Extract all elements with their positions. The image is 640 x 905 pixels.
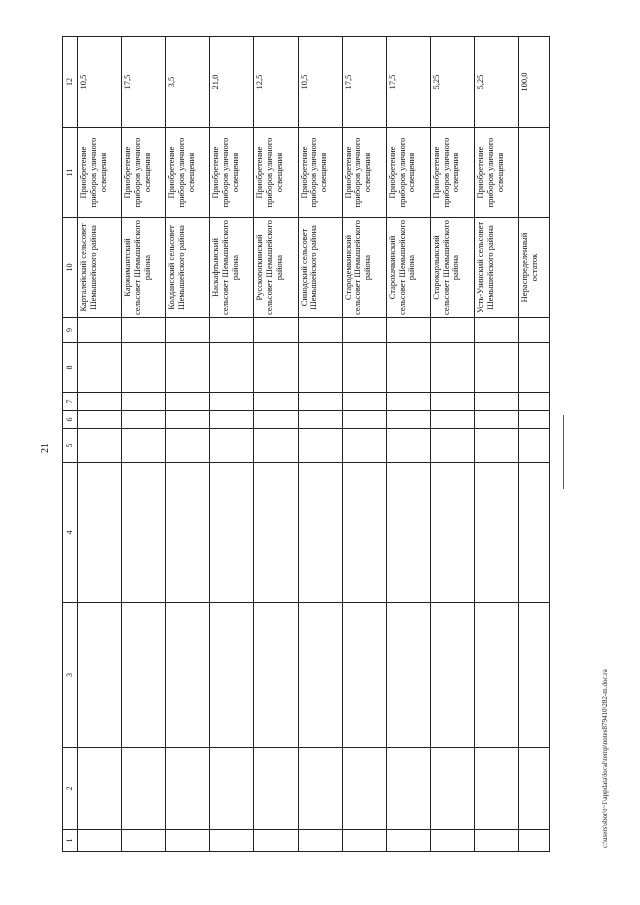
table-row [474, 37, 518, 852]
empty-cell [430, 393, 474, 411]
empty-cell [298, 411, 342, 429]
empty-cell [430, 411, 474, 429]
table-row [210, 37, 254, 852]
empty-cell [474, 429, 518, 463]
empty-cell [474, 603, 518, 748]
empty-cell [342, 411, 386, 429]
empty-cell [210, 603, 254, 748]
purpose-cell: Приобретение приборов уличного освещения [430, 128, 474, 218]
empty-cell [254, 343, 298, 393]
empty-cell [298, 429, 342, 463]
table-row [298, 37, 342, 852]
column-number: 4 [63, 463, 78, 603]
empty-cell [78, 393, 122, 411]
data-table [62, 36, 550, 852]
column-number: 6 [63, 411, 78, 429]
table-row [430, 37, 474, 852]
table-row [122, 37, 166, 852]
column-number: 2 [63, 748, 78, 830]
amount-cell: 17,5 [122, 37, 166, 128]
empty-cell [386, 463, 430, 603]
purpose-cell: Приобретение приборов уличного освещения [210, 128, 254, 218]
recipient-cell: Стародемкинский сельсовет Шемышейского района [342, 218, 386, 318]
empty-cell [342, 343, 386, 393]
column-number: 9 [63, 318, 78, 343]
empty-cell [474, 318, 518, 343]
purpose-cell: Приобретение приборов уличного освещения [122, 128, 166, 218]
empty-cell [386, 830, 430, 852]
purpose-cell: Приобретение приборов уличного освещения [474, 128, 518, 218]
empty-cell [519, 411, 550, 429]
empty-cell [78, 318, 122, 343]
empty-cell [78, 411, 122, 429]
empty-cell [342, 429, 386, 463]
amount-cell: 12,5 [254, 37, 298, 128]
empty-cell [474, 343, 518, 393]
empty-cell [519, 429, 550, 463]
purpose-cell: Приобретение приборов уличного освещения [298, 128, 342, 218]
empty-cell [122, 343, 166, 393]
amount-cell: 17,5 [386, 37, 430, 128]
empty-cell [430, 603, 474, 748]
empty-cell [474, 830, 518, 852]
column-number: 11 [63, 128, 78, 218]
empty-cell [298, 463, 342, 603]
empty-cell [166, 318, 210, 343]
empty-cell [386, 748, 430, 830]
empty-cell [122, 429, 166, 463]
empty-cell [166, 411, 210, 429]
empty-cell [430, 343, 474, 393]
empty-cell [474, 393, 518, 411]
empty-cell [386, 318, 430, 343]
empty-cell [78, 463, 122, 603]
rotated-table-container [62, 37, 550, 852]
table-row [386, 37, 430, 852]
empty-cell [386, 603, 430, 748]
empty-cell [386, 429, 430, 463]
empty-cell [430, 429, 474, 463]
empty-cell [122, 318, 166, 343]
amount-cell: 10,5 [78, 37, 122, 128]
empty-cell [430, 463, 474, 603]
empty-cell [166, 748, 210, 830]
amount-cell: 10,5 [298, 37, 342, 128]
recipient-cell: Карталейский сельсовет Шемышейского района [78, 218, 122, 318]
amount-cell: 3,5 [166, 37, 210, 128]
column-number: 1 [63, 830, 78, 852]
empty-cell [78, 830, 122, 852]
empty-cell [430, 830, 474, 852]
empty-cell [342, 830, 386, 852]
empty-cell [210, 429, 254, 463]
empty-cell [519, 603, 550, 748]
empty-cell [298, 393, 342, 411]
empty-cell [210, 318, 254, 343]
column-number: 10 [63, 218, 78, 318]
purpose-cell [519, 128, 550, 218]
empty-cell [254, 463, 298, 603]
empty-cell [122, 748, 166, 830]
empty-cell [122, 393, 166, 411]
recipient-cell: Старокарлыкский сельсовет Шемышейского района [430, 218, 474, 318]
recipient-cell: Каржимантский сельсовет Шемышейского района [122, 218, 166, 318]
recipient-cell: Усть-Узинский сельсовет Шемышейского района [474, 218, 518, 318]
empty-cell [342, 393, 386, 411]
empty-cell [519, 748, 550, 830]
empty-cell [254, 748, 298, 830]
column-number-row [63, 37, 78, 852]
purpose-cell: Приобретение приборов уличного освещения [386, 128, 430, 218]
empty-cell [519, 318, 550, 343]
empty-cell [166, 830, 210, 852]
purpose-cell: Приобретение приборов уличного освещения [254, 128, 298, 218]
recipient-cell: Колдаисский сельсовет Шемышейского района [166, 218, 210, 318]
empty-cell [210, 830, 254, 852]
empty-cell [342, 463, 386, 603]
table-row [166, 37, 210, 852]
empty-cell [122, 411, 166, 429]
empty-cell [386, 393, 430, 411]
empty-cell [519, 393, 550, 411]
column-number: 7 [63, 393, 78, 411]
amount-cell: 5,25 [430, 37, 474, 128]
amount-cell: 21,0 [210, 37, 254, 128]
empty-cell [298, 343, 342, 393]
amount-cell: 17,5 [342, 37, 386, 128]
empty-cell [122, 463, 166, 603]
empty-cell [210, 463, 254, 603]
empty-cell [254, 318, 298, 343]
recipient-cell: Нераспределенный остаток [519, 218, 550, 318]
recipient-cell: Старохачкинский сельсовет Шемышейского района [386, 218, 430, 318]
empty-cell [430, 748, 474, 830]
empty-cell [166, 463, 210, 603]
empty-cell [254, 603, 298, 748]
amount-cell: 100,0 [519, 37, 550, 128]
empty-cell [210, 343, 254, 393]
empty-cell [474, 748, 518, 830]
empty-cell [166, 603, 210, 748]
empty-cell [386, 343, 430, 393]
empty-cell [122, 830, 166, 852]
empty-cell [210, 748, 254, 830]
empty-cell [254, 411, 298, 429]
separator-line [563, 415, 564, 489]
column-number: 5 [63, 429, 78, 463]
empty-cell [474, 411, 518, 429]
empty-cell [254, 429, 298, 463]
recipient-cell: Наскафтымский сельсовет Шемышейского района [210, 218, 254, 318]
empty-cell [519, 343, 550, 393]
empty-cell [122, 603, 166, 748]
table-row [342, 37, 386, 852]
empty-cell [254, 393, 298, 411]
empty-cell [519, 830, 550, 852]
empty-cell [342, 748, 386, 830]
purpose-cell: Приобретение приборов уличного освещения [166, 128, 210, 218]
column-number: 8 [63, 343, 78, 393]
file-path: c:\users\sbor\t~1\appdata\local\temp\notes879410\282-m.doc.ra [601, 669, 609, 848]
empty-cell [474, 463, 518, 603]
empty-cell [78, 343, 122, 393]
empty-cell [166, 429, 210, 463]
page-number: 21 [40, 443, 51, 453]
empty-cell [166, 393, 210, 411]
empty-cell [519, 463, 550, 603]
empty-cell [342, 603, 386, 748]
table-row [254, 37, 298, 852]
empty-cell [78, 603, 122, 748]
purpose-cell: Приобретение приборов уличного освещения [78, 128, 122, 218]
empty-cell [298, 830, 342, 852]
empty-cell [342, 318, 386, 343]
column-number: 3 [63, 603, 78, 748]
empty-cell [166, 343, 210, 393]
purpose-cell: Приобретение приборов уличного освещения [342, 128, 386, 218]
empty-cell [298, 318, 342, 343]
empty-cell [298, 603, 342, 748]
empty-cell [78, 748, 122, 830]
recipient-cell: Синодский сельсовет Шемышейского района [298, 218, 342, 318]
empty-cell [78, 429, 122, 463]
amount-cell: 5,25 [474, 37, 518, 128]
table-row [78, 37, 122, 852]
column-number: 12 [63, 37, 78, 128]
empty-cell [210, 393, 254, 411]
empty-cell [210, 411, 254, 429]
table-row [519, 37, 550, 852]
empty-cell [298, 748, 342, 830]
recipient-cell: Русскоnorкинский сельсовет Шемышейского района [254, 218, 298, 318]
empty-cell [430, 318, 474, 343]
empty-cell [254, 830, 298, 852]
empty-cell [386, 411, 430, 429]
